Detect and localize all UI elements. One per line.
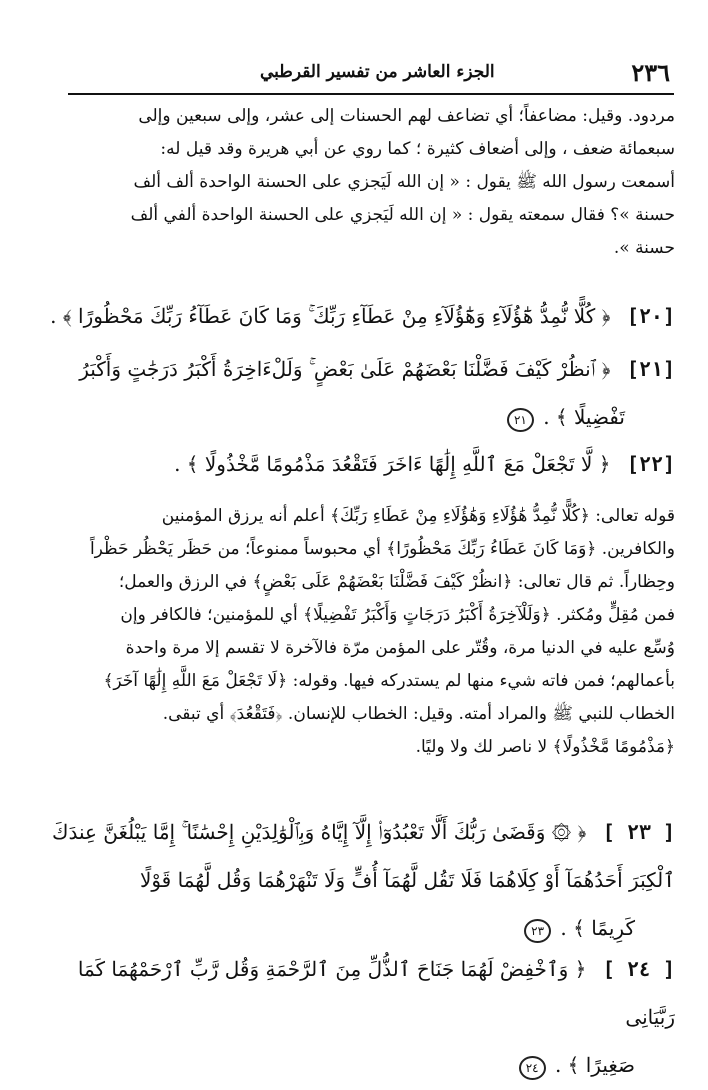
commentary-paragraph-2 xyxy=(30,500,675,764)
verse-text: صَغِيرًا ﴾ . xyxy=(554,1053,635,1077)
text-line: وحِظاراً. ثم قال تعالى: ﴿انظُرْ كَيْفَ فَضَّلْنَا بَعْضَهُمْ عَلَى بَعْضٍ﴾ في الرزق والعمل؛ xyxy=(118,572,675,592)
header-rule xyxy=(68,93,674,95)
ayah-end-marker: ٢٣ xyxy=(524,919,551,943)
text-line: ﴿مَذْمُومًا مَّخْذُولًا﴾ لا ناصر لك ولا وليًا. xyxy=(415,737,675,757)
verse-21 xyxy=(30,345,675,441)
verse-22 xyxy=(30,440,675,488)
verse-text: تَفْضِيلًا ﴾ . xyxy=(543,405,625,429)
text-line: فمن مُقِلٍّ ومُكثر. ﴿وَلَلْآخِرَةُ أَكْبَرُ دَرَجَاتٍ وَأَكْبَرُ تَفْضِيلًا﴾ أي للمؤمنين؛ فالكافر وإن xyxy=(120,605,675,625)
text-line: حسنة »؟ فقال سمعته يقول : « إن الله لَيَجزي على الحسنة الواحدة ألفي ألف xyxy=(130,205,675,225)
verse-text: ﴿ كُلًّا نُّمِدُّ هَٰٓؤُلَآءِ وَهَٰٓؤُلَآءِ مِنْ عَطَآءِ رَبِّكَ ۚ وَمَا كَانَ عَطَآءُ رَبِّكَ مَحْظُورًا ﴾ . xyxy=(50,304,611,328)
verse-text: كَرِيمًا ﴾ . xyxy=(560,916,635,940)
page-header xyxy=(70,58,670,88)
verse-23 xyxy=(30,808,675,952)
verse-number: [ ٢٤ ] xyxy=(602,957,675,981)
text-line: والكافرين. ﴿وَمَا كَانَ عَطَاءُ رَبِّكَ مَحْظُورًا﴾ أي محبوساً ممنوعاً؛ من حَظَر يَحْظُر حَظْراً xyxy=(89,539,675,559)
text-line: قوله تعالى: ﴿كُلًّا نُّمِدُّ هَٰؤُلَاءِ وَهَٰؤُلَاءِ مِنْ عَطَاءِ رَبِّكَ﴾ أعلم أنه يرزق المؤمنين xyxy=(161,506,675,526)
verse-text: ﴿ ٱنظُرْ كَيْفَ فَضَّلْنَا بَعْضَهُمْ عَلَىٰ بَعْضٍ ۚ وَلَلْءَاخِرَةُ أَكْبَرُ دَرَجَٰتٍ وَأَكْبَرُ xyxy=(79,357,611,381)
verse-number: [٢٢] xyxy=(626,452,675,476)
running-title: الجزء العاشر من تفسير القرطبي xyxy=(260,62,495,82)
verse-text: ﴿ لَّا تَجْعَلْ مَعَ ٱللَّهِ إِلَٰهًا ءَاخَرَ فَتَقْعُدَ مَذْمُومًا مَّخْذُولًا ﴾ . xyxy=(174,452,611,476)
page-number: ٢٣٦ xyxy=(631,58,670,87)
text-line: الخطاب للنبي ﷺ والمراد أمته. وقيل: الخطاب للإنسان. ﴿فَتَقْعُدَ﴾ أي تبقى. xyxy=(162,704,675,724)
verse-number: [٢٠] xyxy=(626,304,675,328)
verse-20 xyxy=(30,292,675,340)
ayah-end-marker: ٢٤ xyxy=(519,1056,546,1080)
text-line: سبعمائة ضعف ، وإلى أضعاف كثيرة ؛ كما روي عن أبي هريرة وقد قيل له: xyxy=(160,139,675,159)
verse-text: ﴿ وَٱخْفِضْ لَهُمَا جَنَاحَ ٱلذُّلِّ مِنَ ٱلرَّحْمَةِ وَقُل رَّبِّ ٱرْحَمْهُمَا كَمَا رَبَّيَانِى xyxy=(77,957,675,1029)
text-line: مردود. وقيل: مضاعفاً؛ أي تضاعف لهم الحسنات إلى عشر، وإلى سبعين وإلى xyxy=(138,106,675,126)
text-line: بأعمالهم؛ فمن فاته شيء منها لم يستدركه فيها. وقوله: ﴿لَا تَجْعَلْ مَعَ اللَّهِ إِلَٰهًا آخَرَ﴾ xyxy=(103,671,675,691)
text-line: وُسِّع عليه في الدنيا مرة، وقُتّر على المؤمن مرّة فالآخرة لا تقسم إلا مرة واحدة xyxy=(125,638,675,658)
verse-number: [ ٢٣ ] xyxy=(602,820,675,844)
text-line: أسمعت رسول الله ﷺ يقول : « إن الله لَيَجزي على الحسنة الواحدة ألف ألف xyxy=(133,172,675,192)
verse-text: ﴿ ۞ وَقَضَىٰ رَبُّكَ أَلَّا تَعْبُدُوٓا۟ إِلَّآ إِيَّاهُ وَبِٱلْوَٰلِدَيْنِ إِحْسَٰنًا ۚ إِمَّا يَبْلُغَنَّ عِندَكَ xyxy=(51,820,587,844)
commentary-paragraph-1 xyxy=(30,100,675,265)
verse-text: ٱلْكِبَرَ أَحَدُهُمَآ أَوْ كِلَاهُمَا فَلَا تَقُل لَّهُمَآ أُفٍّ وَلَا تَنْهَرْهُمَا وَقُل لَّهُمَا قَوْلًا xyxy=(139,868,675,892)
verse-24 xyxy=(30,945,675,1089)
verse-number: [٢١] xyxy=(626,357,675,381)
text-line: حسنة ». xyxy=(613,238,675,258)
ayah-end-marker: ٢١ xyxy=(507,408,534,432)
